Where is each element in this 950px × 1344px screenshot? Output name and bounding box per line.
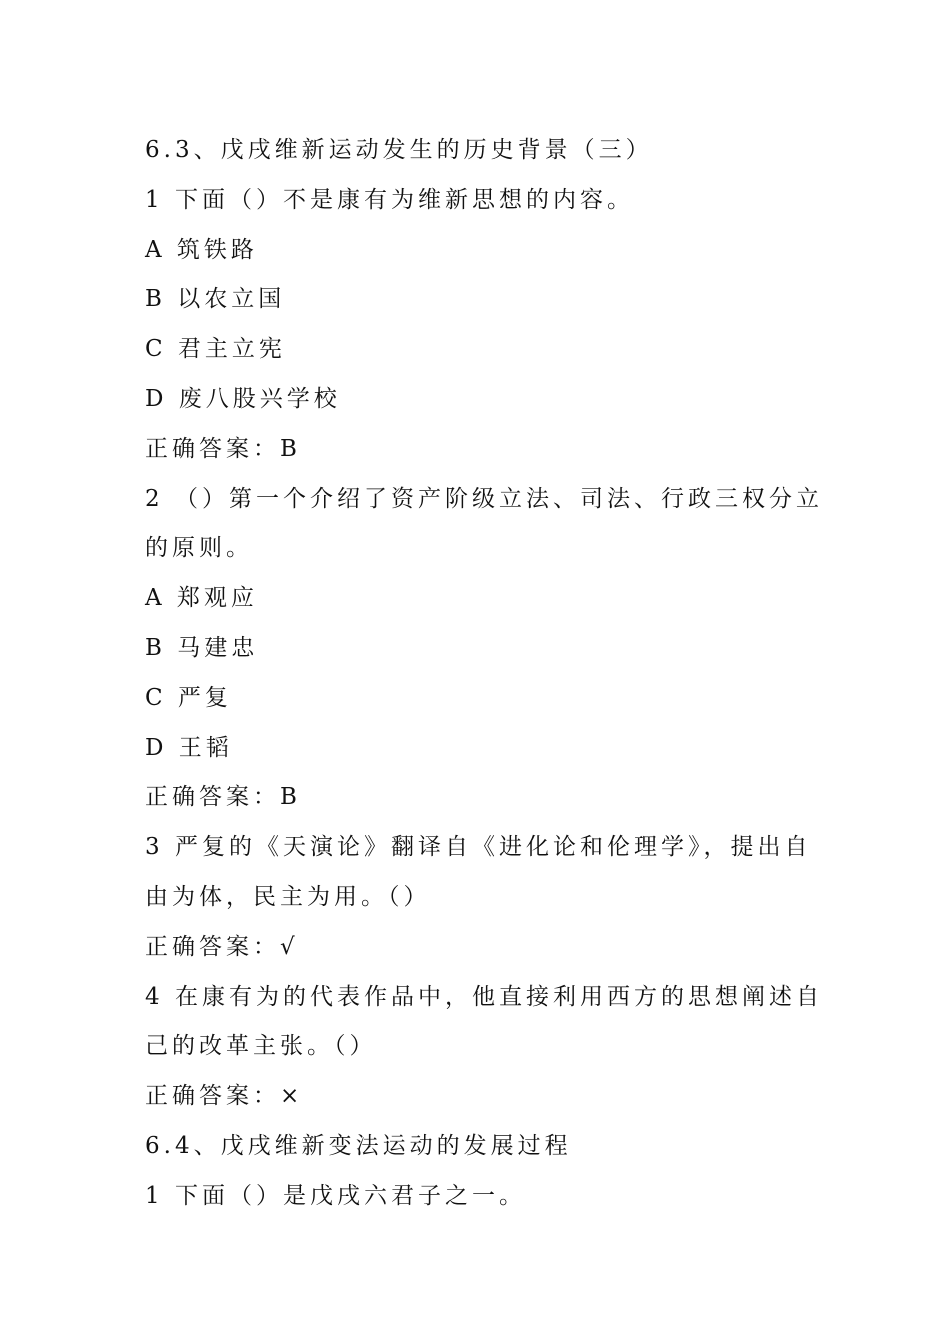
answer-option: C 严复 — [145, 684, 232, 711]
question-text-continued: 己的改革主张。（） — [145, 1033, 377, 1060]
question-text: 1 下面（）不是康有为维新思想的内容。 — [145, 186, 634, 213]
correct-answer: 正确答案：√ — [145, 933, 299, 960]
answer-option: D 王韬 — [145, 734, 233, 761]
correct-answer: 正确答案：× — [145, 1083, 304, 1110]
section-heading: 6.4、戊戌维新变法运动的发展过程 — [145, 1132, 572, 1159]
answer-option: A 筑铁路 — [145, 236, 258, 263]
answer-option: B 以农立国 — [145, 286, 286, 313]
document-body — [145, 126, 823, 1222]
correct-answer: 正确答案：B — [145, 435, 301, 462]
question-text: 4 在康有为的代表作品中，他直接利用西方的思想阐述自 — [145, 983, 823, 1010]
section-heading: 6.3、戊戌维新运动发生的历史背景（三） — [145, 137, 653, 163]
question-text: 2 （）第一个介绍了资产阶级立法、司法、行政三权分立 — [145, 485, 823, 512]
correct-answer: 正确答案：B — [145, 784, 301, 811]
answer-option: D 废八股兴学校 — [145, 385, 341, 412]
question-text: 3 严复的《天演论》翻译自《进化论和伦理学》，提出自 — [145, 834, 812, 861]
answer-option: A 郑观应 — [145, 585, 258, 612]
answer-option: C 君主立宪 — [145, 336, 286, 363]
question-text-continued: 的原则。 — [145, 535, 253, 562]
question-text-continued: 由为体，民主为用。（） — [145, 883, 431, 910]
answer-option: B 马建忠 — [145, 634, 259, 661]
question-text: 1 下面（）是戊戌六君子之一。 — [145, 1182, 526, 1209]
